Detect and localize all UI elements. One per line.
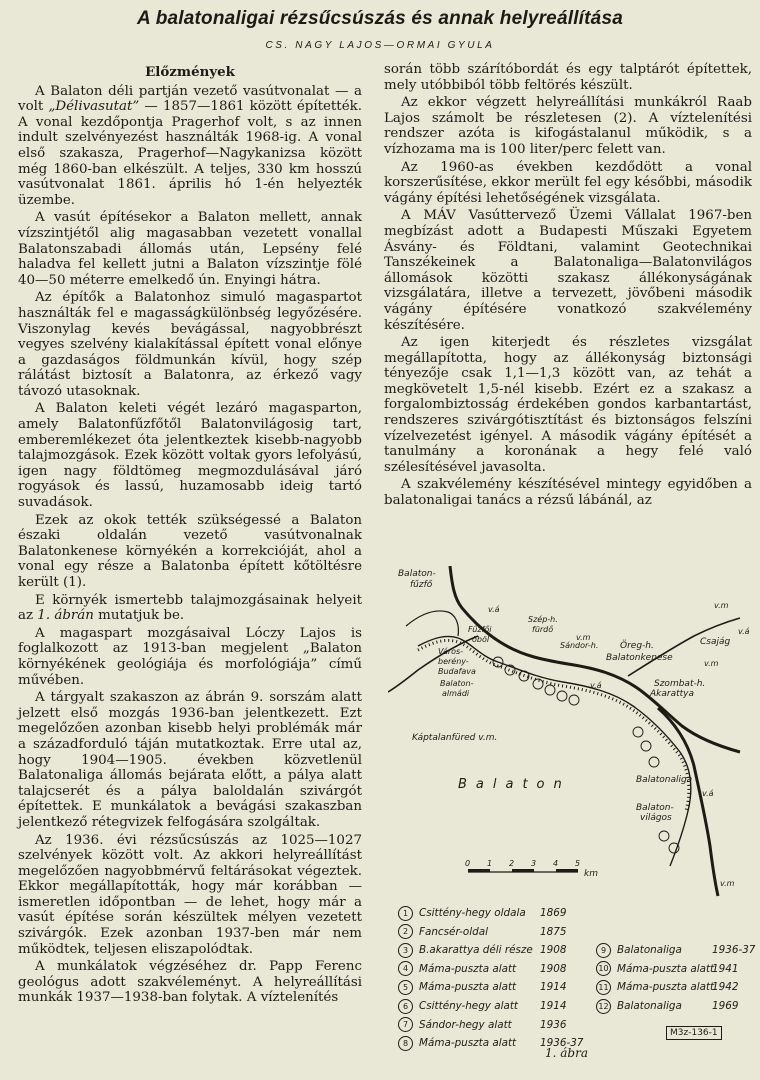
legend-text: Balatonaliga — [617, 944, 682, 957]
legend-item — [398, 941, 567, 960]
map-place-label: fűzfő — [410, 580, 433, 590]
legend-year: 1936 — [540, 1018, 567, 1031]
paragraph-text: A Balaton déli partján vezető vasútvonalat — a volt — [18, 83, 362, 115]
location-map — [388, 566, 750, 901]
map-place-label: Balaton- — [440, 679, 474, 688]
legend-year: 1908 — [540, 962, 567, 975]
map-place-label: Balaton- — [398, 569, 436, 579]
map-place-label: v.á — [702, 789, 714, 798]
legend-item — [398, 904, 567, 923]
body-paragraph — [18, 593, 362, 624]
legend-text: Máma-puszta alatt — [419, 962, 517, 975]
right-column — [384, 62, 752, 511]
paragraph-emphasis: 1. ábrán — [37, 608, 94, 624]
legend-year: 1875 — [540, 925, 567, 938]
legend-item — [596, 960, 739, 979]
map-place-label: Káptalanfüred v.m. — [412, 733, 498, 743]
paragraph-text: — 1857—1861 között építették. A vonal kezdőpontja Pragerhof volt, s az innen indult szelvényezést használták 1968-ig. A vonal első szakasza, Pragerhof—Nagykanizsa között még 1860-ban elkészült. A teljes, 330 km hosszú vasútvonalat 1861. április hó 1-én helyezték üzembe. — [18, 99, 362, 208]
legend-number: 2 — [398, 924, 413, 939]
legend-item — [596, 978, 739, 997]
slide-marker — [633, 727, 643, 737]
map-place-label: Akarattya — [650, 689, 694, 699]
legend-item — [398, 923, 567, 942]
scale-tick-label: 5 — [575, 859, 581, 868]
map-svg — [388, 566, 750, 901]
map-place-label: almádi — [442, 689, 470, 698]
scale-unit: km — [584, 869, 598, 879]
map-place-label: Város- — [438, 647, 464, 656]
paragraph-text: Az építők a Balatonhoz simuló magaspartot használták fel e magasságkülönbség legyőzésére. Viszonylag kevés bevágással, nagyobbrészt vegyes szelvény kialakítással épített vonal előnye a gazdaságos földmunkán kívül, hogy szép rálátást biztosít a Balatonra, az érkező vagy távozó utasoknak. — [18, 290, 362, 399]
legend-number: 6 — [398, 999, 413, 1014]
legend-year: 1936-37 — [540, 1037, 584, 1050]
slide-marker — [545, 685, 555, 695]
paragraph-text: Ezek az okok tették szükségessé a Balaton északi oldalán vezető vasútvonalnak Balatonkenese környékén a korrekcióját, ahol a vonal egy része a Balatonba épített kőtöltésre került (1). — [18, 512, 362, 590]
legend-number: 12 — [596, 999, 611, 1014]
legend-year: 1914 — [540, 981, 567, 994]
legend-number: 7 — [398, 1017, 413, 1032]
paragraph-text: Az 1936. évi rézsűcsúszás az 1025—1027 szelvények között volt. Az akkori helyreállítást megelőzően nagyobbmérvű feltárásokat végeztek. Ekkor megállapították, hogy már korábban — ismeretlen időpontban — de lehet, hogy már a vasút építése során készültek mélyen vezetett szivárgók. Ezek azonban 1937-ben már nem működtek, teljesen eliszapolódtak. — [18, 832, 362, 957]
body-paragraph — [18, 401, 362, 510]
body-paragraph: Az 1960-as években kezdődött a vonal korszerűsítése, ekkor merült fel egy későbbi, második vágány építési lehetőségének vizsgálata. — [384, 159, 752, 206]
map-place-label: Sándor-h. — [560, 641, 599, 650]
legend-year: 1914 — [540, 1000, 567, 1012]
legend-year: 1941 — [712, 962, 739, 975]
legend-number: 5 — [398, 980, 413, 995]
scale-tick-label: 0 — [465, 859, 471, 868]
map-place-label: Balatonaliga — [636, 775, 693, 785]
body-paragraph — [18, 690, 362, 830]
body-paragraph: során több szárítóbordát és egy talptárót építettek, mely utóbbiból több feltörés készült. — [384, 62, 752, 93]
paragraph-text: A magaspart mozgásaival Lóczy Lajos is foglalkozott az 1913-ban megjelent „Balaton környékének geológiája és morfológiája” című művében. — [18, 625, 362, 688]
body-paragraph: A MÁV Vasúttervező Üzemi Vállalat 1967-ben megbízást adott a Budapesti Műszaki Egyetem Ásvány- és Földtani, valamint Geotechnikai Tanszékeinek a Balatonaliga—Balatonvilágos állomások közötti szakasz állékonyságának vizsgálatára, illetve a tervezett, jövőbeni második vágány építésére vonatkozó szakvélemény készítésére. — [384, 208, 752, 333]
legend-text: Sándor-hegy alatt — [419, 1018, 512, 1031]
legend-text: Csittény-hegy oldala — [419, 907, 526, 919]
legend-text: Máma-puszta alatt — [419, 981, 517, 994]
paragraph-text: E környék ismertebb talajmozgásainak helyeit az — [18, 592, 362, 624]
scale-tick-label: 3 — [531, 859, 537, 868]
body-paragraph — [18, 210, 362, 288]
map-place-label: v.m — [714, 601, 729, 610]
legend-text: Máma-puszta alatt — [617, 962, 715, 975]
slide-marker — [557, 691, 567, 701]
slide-marker — [569, 695, 579, 705]
map-place-label: v.m — [720, 879, 735, 888]
body-paragraph — [18, 626, 362, 688]
body-paragraph: Az ekkor végzett helyreállítási munkákról Raab Lajos számolt be részletesen (2). A víztelenítési rendszer azóta is kifogástalanul működik, s a vízhozama ma is 100 liter/perc felett van. — [384, 95, 752, 157]
legend-text: B.akarattya déli része — [419, 944, 533, 957]
legend-number: 3 — [398, 943, 413, 958]
legend-item — [596, 941, 756, 960]
lake-label: Balaton — [458, 777, 571, 792]
right-paragraphs — [384, 62, 752, 509]
body-paragraph — [18, 513, 362, 591]
body-paragraph — [18, 84, 362, 209]
legend-year: 1869 — [540, 907, 567, 919]
body-paragraph — [18, 959, 362, 1006]
map-place-label: fürdő — [532, 625, 554, 634]
legend-item — [398, 1034, 584, 1053]
legend-text: Balatonaliga — [617, 1000, 682, 1012]
legend-year: 1969 — [712, 1000, 739, 1012]
section-heading: Előzmények — [145, 64, 235, 80]
map-place-label: Öreg-h. — [620, 641, 654, 651]
legend-text: Máma-puszta alatt — [617, 981, 715, 994]
left-column — [18, 62, 362, 1008]
body-paragraph — [18, 290, 362, 399]
legend-item — [596, 997, 739, 1016]
map-place-label: berény- — [438, 657, 469, 666]
legend-number: 1 — [398, 906, 413, 921]
legend-year: 1936-37 — [712, 944, 756, 957]
fuzfo-bay-shore — [406, 611, 458, 636]
paragraph-text: mutatjuk be. — [93, 608, 185, 624]
legend-item — [398, 997, 567, 1016]
map-place-label: Fűzfői — [468, 625, 492, 634]
legend-number: 11 — [596, 980, 611, 995]
legend-text: Máma-puszta alatt — [419, 1037, 517, 1050]
article-authors: CS. NAGY LAJOS—ORMAI GYULA — [265, 40, 495, 51]
legend-number: 4 — [398, 961, 413, 976]
legend-number: 9 — [596, 943, 611, 958]
map-place-label: v.á — [488, 605, 500, 614]
map-labels — [398, 569, 750, 888]
article-title: A balatonaligai rézsűcsúszás és annak helyreállítása — [137, 8, 623, 29]
map-place-label: Balaton- — [636, 803, 674, 813]
legend-year: 1908 — [540, 944, 567, 957]
map-place-label: Budafava — [438, 667, 476, 676]
paragraph-emphasis: „Délivasutat” — [48, 99, 140, 115]
slide-marker — [641, 741, 651, 751]
legend-number: 10 — [596, 961, 611, 976]
paragraph-text: A munkálatok végzéséhez dr. Papp Ferenc geológus adott szakvéleményt. A helyreállítási munkák 1937—1938-ban folytak. A víztelenítés — [18, 959, 362, 1006]
scale-tick-label: 4 — [553, 859, 559, 868]
paragraph-text: A Balaton keleti végét lezáró magasparton, amely Balatonfűzfőtől Balatonvilágosig tart, emberemlékezet óta jelentkeztek kisebb-nagyobb talajmozgások. Ezek között voltak gyors lefolyású, igen nagy földtömeg megmozdulásával járó rogyások és lassú, huzamosabb ideig tartó suvadások. — [18, 401, 362, 511]
map-place-label: v.á — [590, 681, 602, 690]
map-place-label: Balatonkenese — [606, 653, 673, 663]
legend-item — [398, 960, 567, 979]
body-paragraph: Az igen kiterjedt és részletes vizsgálat megállapította, hogy az állékonyság biztonsági tényezője csak 1,1—1,3 között van, az tehát a megkövetelt 1,5-nél kisebb. Ezért ez a szakasz a forgalombiztosság érdekében gondos karbantartást, rendszeres szivárgótisztítást és biztonságos felszíni vízelvezetést igényel. A második vágány építését a tanulmány a koronának a hegy felé való szélesítésével javasolta. — [384, 335, 752, 475]
map-place-label: világos — [640, 813, 672, 823]
figure-code: M3z-136-1 — [666, 1026, 722, 1040]
map-place-label: v.á — [738, 627, 750, 636]
paragraph-text: A vasút építésekor a Balaton mellett, annak vízszintjétől alig magasabban vezetett vonallal Balatonszabadi állomás után, Lepsény felé haladva fel kellett jutni a Balaton vízszintje fölé 40—50 méterre emelkedő ún. Enyingi hátra. — [18, 210, 362, 288]
slide-marker — [659, 831, 669, 841]
scale-tick-label: 2 — [509, 859, 515, 868]
map-place-label: Csajág — [700, 637, 731, 647]
slide-marker — [533, 679, 543, 689]
map-place-label: Szombat-h. — [654, 679, 706, 689]
scale-bar — [465, 859, 598, 879]
map-place-label: Szép-h. — [528, 615, 558, 624]
map-place-label: v.m — [576, 633, 591, 642]
left-paragraphs — [18, 84, 362, 1006]
legend-item — [398, 978, 567, 997]
legend-item — [398, 1016, 567, 1035]
body-paragraph — [18, 833, 362, 958]
slide-marker — [649, 757, 659, 767]
legend-number: 8 — [398, 1036, 413, 1051]
body-paragraph: A szakvélemény készítésével mintegy egyidőben a balatonaligai tanács a rézsű lábánál, az — [384, 477, 752, 509]
legend-text: Csittény-hegy alatt — [419, 1000, 519, 1012]
map-place-label: v.m — [704, 659, 719, 668]
legend-text: Fancsér-oldal — [419, 925, 488, 938]
map-place-label: öböl — [472, 635, 490, 644]
legend-year: 1942 — [712, 981, 739, 994]
paragraph-text: A tárgyalt szakaszon az ábrán 9. sorszám alatt jelzett első mozgás 1936-ban jelentkezett. Ezt megelőzően azonban kisebb helyi problémák már a századforduló táján mutatkoztak. Erre utal az, hogy 1904—1905. években közvetlenül Balatonaliga állomás bejárata előtt, a pálya alatt talajcserét és a pálya baloldalán szivárgót építettek. E munkálatok a bevágási szakaszban jelentkező rétegvizek felfogására szolgáltak. — [18, 690, 362, 830]
figure-caption: 1. ábra — [545, 1046, 588, 1060]
scale-tick-label: 1 — [487, 859, 493, 868]
